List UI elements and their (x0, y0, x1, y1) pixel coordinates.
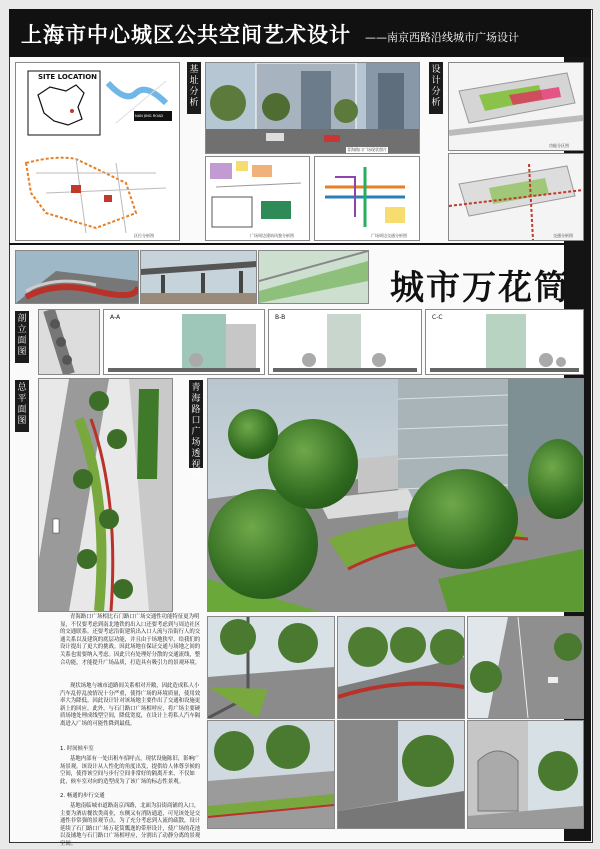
perspective-tree (268, 419, 358, 509)
perspective-tree (528, 439, 584, 519)
function-zones-panel (448, 62, 584, 151)
render-thumb-1-svg (16, 251, 138, 303)
section-cc-panel (425, 309, 584, 375)
section-aa-label: A-A (110, 314, 121, 321)
site-photos-svg (206, 63, 419, 153)
render-bottom-3-svg (468, 617, 583, 718)
function-caption: 功能分区图 (549, 143, 569, 148)
site-location-svg (16, 63, 179, 240)
traffic-caption: 广场周边交通分析图 (371, 233, 407, 238)
description-para-2: 现状场地与城市道路间关系相对开敞，因此造成私人小汽车乱停乱放情况十分严重，使得广场的环境质量，使用效率大为降低。因此设计针对该场地主要作出了交通和设施更新上的回应。此外，与石门路口广场相呼应，将广场主要硬质场地处理成线型空间，降低宽度，在设计上将私人汽车隔离进入广场的可能性降到最低。 (60, 683, 201, 727)
section-bb-panel (268, 309, 422, 375)
elevation-plan-strip (38, 309, 100, 375)
description-para-1: 青海路口广场相比石门路口广场交通性功能特征更为明显，不仅要考虑到南北地铁的出入口还要考虑到与周边社区的交通联系。还要考虑沿街建筑出入口人流与沿街行人的交通关系以及建筑的底层功能，并且由于场地狭窄，给我们的设计提出了更大的挑战。因此场地在保证交通与场地之间的关系也需要纳入考虑。因此只有处理好分散的交通流线，整合功能，才能提升广场品质，打造具有吸引力的景观环境。 (60, 614, 201, 666)
render-thumb-2 (140, 250, 257, 304)
render-bottom-6 (467, 720, 584, 829)
elevation-label: 剖立面图 (15, 311, 29, 363)
building-analysis-svg (206, 157, 309, 240)
section-cc-label: C-C (432, 314, 443, 321)
description-para-3: 基地内部有一处出租车招呼点，现状设施陈旧，影响广场景观。该设计从人性化的角度出发，提供给人体尊享候的空间，使得该空间与步行空间非常好的隔离开来，不仅如此，候车室对向的造型成为了该广场的标志性景观。 (60, 756, 201, 785)
master-plan-label: 总平面图 (15, 380, 29, 432)
render-thumb-3 (258, 250, 369, 304)
perspective-tree (228, 409, 278, 459)
poster-title: 上海市中心城区公共空间艺术设计 (21, 23, 351, 47)
render-bottom-4 (207, 720, 335, 829)
render-bottom-2-svg (338, 617, 464, 718)
section-aa-svg (104, 310, 264, 374)
building-caption: 广场周边建筑风貌分析图 (250, 233, 294, 238)
site-location-panel (15, 62, 180, 241)
circulation-caption: 交通分析图 (553, 233, 573, 238)
description-para-4: 基地南临城市道路南京西路，北面为沿街商铺的入口，主要为酒店餐饮类商业，东侧又有消防通道，可见该处是交通性非常强的景观节点。为了充分考虑到人流的疏散，设计延续了石门路口广场万花筒瓢逸的带形设计，使广场的花池以及铺地与石门路口广场相呼应，分割出了动静分离的景观空间。 (60, 803, 201, 847)
render-bottom-5 (337, 720, 465, 829)
description-heading-1: 1. 时间候车室 (60, 746, 94, 752)
traffic-analysis-svg (315, 157, 419, 240)
site-analysis-label: 基址分析 (187, 62, 201, 114)
section-aa-panel (103, 309, 265, 375)
master-plan-panel (38, 378, 173, 612)
perspective-label: 青海路口广场透视图 (189, 380, 203, 468)
design-analysis-label: 设计分析 (429, 62, 443, 114)
building-analysis-panel (205, 156, 310, 241)
traffic-analysis-panel (314, 156, 420, 241)
render-bottom-1 (207, 616, 335, 719)
photo-caption: 青海路口广场现状照片 (347, 147, 387, 152)
render-thumb-2-svg (141, 251, 256, 303)
road-label: NAN JING ROAD (135, 114, 164, 118)
render-bottom-6-svg (468, 721, 583, 828)
render-thumb-1 (15, 250, 139, 304)
render-bottom-5-svg (338, 721, 464, 828)
render-bottom-4-svg (208, 721, 334, 828)
location-caption: 区位分析图 (134, 233, 154, 238)
render-thumb-3-svg (259, 251, 368, 303)
render-bottom-1-svg (208, 617, 334, 718)
section-bb-svg (269, 310, 421, 374)
render-bottom-2 (337, 616, 465, 719)
section-bb-label: B-B (275, 314, 286, 321)
section-cc-svg (426, 310, 583, 374)
render-bottom-3 (467, 616, 584, 719)
master-plan-svg (39, 379, 172, 611)
header-bar (9, 9, 591, 57)
perspective-tree (408, 469, 518, 569)
description-heading-2: 2. 畅通的步行交通 (60, 793, 105, 799)
poster-subtitle: ——南京西路沿线城市广场设计 (365, 31, 519, 44)
divider-top (9, 243, 564, 245)
circulation-svg (449, 154, 583, 240)
function-zones-svg (449, 63, 583, 150)
elevation-plan-svg (39, 310, 99, 374)
circulation-panel (448, 153, 584, 241)
slogan-title: 城市万花筒 (390, 268, 570, 308)
perspective-panel (207, 378, 584, 612)
site-photos-panel (205, 62, 420, 154)
site-location-title: SITE LOCATION (38, 73, 98, 81)
